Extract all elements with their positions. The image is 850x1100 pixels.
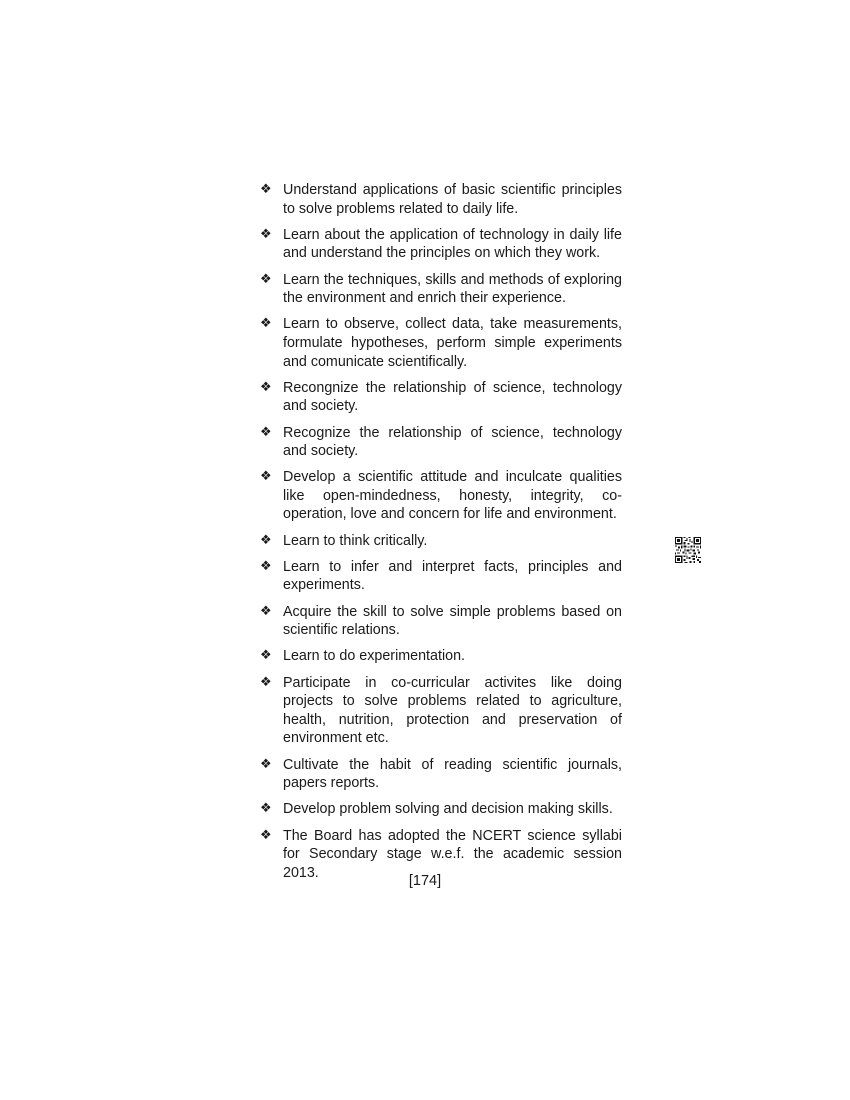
qr-code-icon (675, 537, 701, 563)
list-item (260, 424, 622, 461)
objective-text: Learn to infer and interpret facts, principles and experiments. (283, 558, 622, 594)
list-item (260, 800, 622, 819)
objective-text: Acquire the skill to solve simple problems based on scientific relations. (283, 603, 622, 639)
objectives-list (260, 181, 622, 882)
objective-text: Recognize the relationship of science, technology and society. (283, 424, 622, 460)
bullet-icon: ❖ (260, 648, 272, 664)
objective-text: Learn to do experimentation. (283, 648, 466, 665)
objective-text: Develop a scientific attitude and inculcate qualities like open-mindedness, honesty, integrity, co-operation, love and concern for life and environment. (283, 469, 622, 523)
list-item (260, 647, 622, 666)
bullet-icon: ❖ (260, 674, 272, 690)
page-number: [174] (408, 873, 442, 889)
list-item (260, 674, 622, 748)
bullet-icon: ❖ (260, 226, 272, 242)
list-item (260, 271, 622, 308)
bullet-icon: ❖ (260, 469, 272, 485)
list-item (260, 226, 622, 263)
list-item (260, 603, 622, 640)
list-item (260, 558, 622, 595)
bullet-icon: ❖ (260, 558, 272, 574)
bullet-icon: ❖ (260, 271, 272, 287)
objective-text: Learn to observe, collect data, take measurements, formulate hypotheses, perform simple experiments and comunicate scientifically. (283, 316, 622, 370)
objective-text: Participate in co-curricular activites like doing projects to solve problems related to agriculture, health, nutrition, protection and preservation of environment etc. (283, 674, 622, 747)
objective-text: Learn to think critically. (283, 532, 428, 549)
list-item (260, 756, 622, 793)
bullet-icon: ❖ (260, 756, 272, 772)
list-item (260, 532, 622, 551)
list-item (260, 181, 622, 218)
objective-text: Learn the techniques, skills and methods of exploring the environment and enrich their experience. (283, 271, 622, 307)
bullet-icon: ❖ (260, 827, 272, 843)
bullet-icon: ❖ (260, 801, 272, 817)
bullet-icon: ❖ (260, 182, 272, 197)
list-item (260, 315, 622, 371)
bullet-icon: ❖ (260, 532, 272, 548)
objective-text: Recongnize the relationship of science, technology and society. (283, 379, 622, 415)
objective-text: The Board has adopted the NCERT science syllabi for Secondary stage w.e.f. the academic session 2013. (283, 827, 622, 881)
objective-text: Understand applications of basic scientific principles to solve problems related to daily life. (283, 182, 622, 217)
bullet-icon: ❖ (260, 424, 272, 440)
objective-text: Learn about the application of technology in daily life and understand the principles on which they work. (283, 226, 622, 262)
objective-text: Develop problem solving and decision making skills. (283, 801, 613, 818)
objectives-section (260, 181, 622, 890)
objective-text: Cultivate the habit of reading scientific journals, papers reports. (283, 756, 622, 792)
list-item (260, 468, 622, 524)
bullet-icon: ❖ (260, 316, 272, 332)
bullet-icon: ❖ (260, 603, 272, 619)
list-item (260, 379, 622, 416)
bullet-icon: ❖ (260, 379, 272, 395)
